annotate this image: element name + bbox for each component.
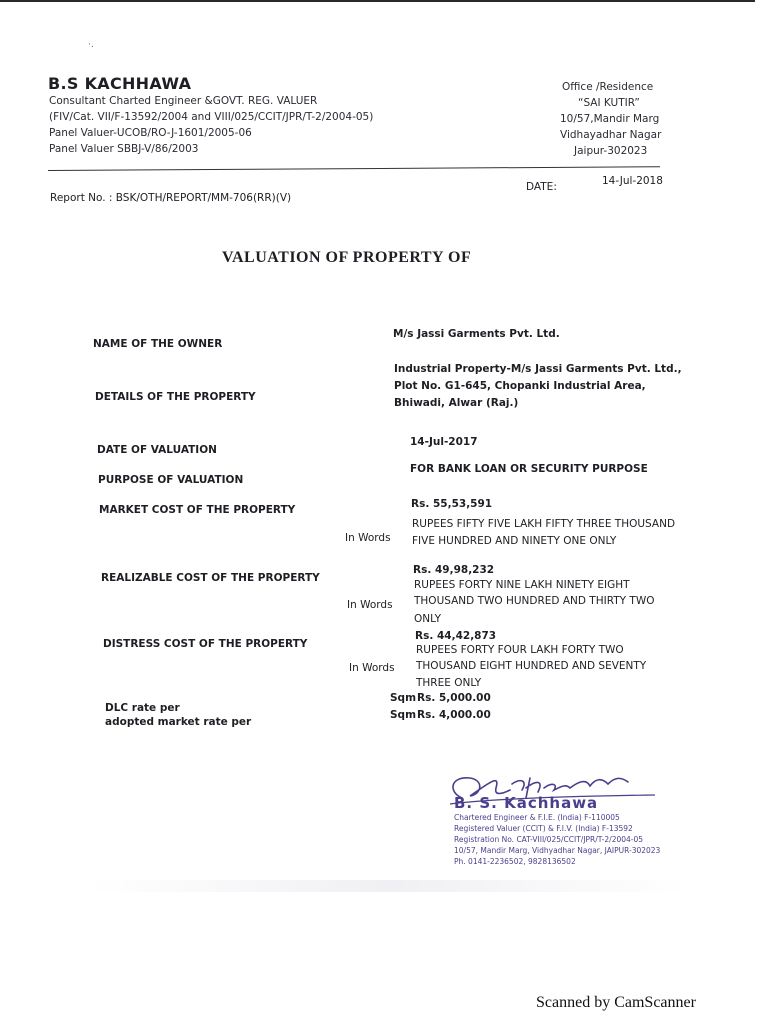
market-cost-label: MARKET COST OF THE PROPERTY: [99, 504, 296, 516]
stamp-name: B. S. Kachhawa: [454, 794, 599, 812]
market-cost-value: Rs. 55,53,591: [411, 498, 493, 510]
market-in-words-label: In Words: [345, 532, 391, 544]
owner-label: NAME OF THE OWNER: [93, 338, 223, 350]
document-title: VALUATION OF PROPERTY OF: [222, 249, 472, 266]
realizable-cost-value: Rs. 49,98,232: [413, 564, 495, 576]
distress-cost-label: DISTRESS COST OF THE PROPERTY: [103, 638, 308, 650]
date-label: DATE:: [526, 181, 557, 193]
adopted-rate-unit: Sqm: [390, 709, 417, 721]
office-street: 10/57,Mandir Marg: [560, 113, 660, 125]
distress-in-words-label: In Words: [349, 662, 395, 674]
details-line-2: Plot No. G1-645, Chopanki Industrial Area,: [394, 380, 646, 392]
details-line-3: Bhiwadi, Alwar (Raj.): [394, 397, 519, 409]
adopted-rate-label: adopted market rate per: [105, 716, 252, 728]
stamp-line-1: Chartered Engineer & F.I.E. (India) F-110005: [454, 813, 620, 822]
distress-words-line-1: RUPEES FORTY FOUR LAKH FORTY TWO: [416, 644, 624, 656]
realizable-words-line-3: ONLY: [414, 613, 441, 625]
valuer-name: B.S KACHHAWA: [48, 74, 192, 93]
dlc-rate-unit: Sqm: [390, 692, 417, 704]
panel-valuer-ucob: Panel Valuer-UCOB/RO-J-1601/2005-06: [49, 127, 252, 139]
details-line-1: Industrial Property-M/s Jassi Garments Pvt. Ltd.,: [394, 363, 682, 375]
office-city: Jaipur-302023: [574, 145, 648, 157]
office-area: Vidhayadhar Nagar: [560, 129, 662, 141]
signature-stamp: [440, 768, 680, 878]
realizable-words-line-2: THOUSAND TWO HUNDRED AND THIRTY TWO: [414, 595, 655, 607]
adopted-rate-value: Rs. 4,000.00: [417, 709, 491, 721]
office-name: “SAI KUTIR”: [578, 97, 640, 109]
market-words-line-1: RUPEES FIFTY FIVE LAKH FIFTY THREE THOUSAND: [412, 518, 676, 530]
scanner-watermark: Scanned by CamScanner: [536, 994, 696, 1011]
report-number: Report No. : BSK/OTH/REPORT/MM-706(RR)(V): [50, 192, 292, 204]
stamp-line-3: Registration No. CAT-VIII/025/CCIT/JPR/T-2/2004-05: [454, 835, 644, 844]
panel-valuer-sbbj: Panel Valuer SBBJ-V/86/2003: [49, 143, 199, 155]
valuer-qualification: Consultant Charted Engineer &GOVT. REG. VALUER: [49, 95, 318, 107]
purpose-label: PURPOSE OF VALUATION: [98, 474, 244, 486]
valuation-date-value: 14-Jul-2017: [410, 436, 478, 448]
stamp-line-4: 10/57, Mandir Marg, Vidhyadhar Nagar, JAIPUR-302023: [454, 846, 661, 855]
distress-words-line-2: THOUSAND EIGHT HUNDRED AND SEVENTY: [416, 660, 647, 672]
realizable-words-line-1: RUPEES FORTY NINE LAKH NINETY EIGHT: [414, 579, 630, 591]
dlc-rate-value: Rs. 5,000.00: [417, 692, 491, 704]
scan-smudge: [90, 880, 690, 892]
stamp-line-5: Ph. 0141-2236502, 9828136502: [454, 857, 576, 866]
stamp-line-2: Registered Valuer (CCIT) & F.I.V. (India) F-13592: [454, 824, 633, 833]
valuation-date-label: DATE OF VALUATION: [97, 444, 217, 456]
valuer-registration: (FIV/Cat. VII/F-13592/2004 and VIII/025/CCIT/JPR/T-2/2004-05): [49, 111, 374, 123]
date-value: 14-Jul-2018: [602, 175, 663, 187]
office-label: Office /Residence: [562, 81, 654, 93]
distress-cost-value: Rs. 44,42,873: [415, 630, 497, 642]
purpose-value: FOR BANK LOAN OR SECURITY PURPOSE: [410, 463, 648, 475]
header-divider: [48, 166, 660, 171]
scan-mark: ·.: [88, 40, 94, 50]
dlc-rate-label: DLC rate per: [105, 702, 180, 714]
market-words-line-2: FIVE HUNDRED AND NINETY ONE ONLY: [412, 535, 617, 547]
realizable-cost-label: REALIZABLE COST OF THE PROPERTY: [101, 572, 320, 584]
owner-value: M/s Jassi Garments Pvt. Ltd.: [393, 328, 560, 340]
details-label: DETAILS OF THE PROPERTY: [95, 391, 256, 403]
distress-words-line-3: THREE ONLY: [416, 677, 482, 689]
realizable-in-words-label: In Words: [347, 599, 393, 611]
top-scan-edge: [0, 0, 755, 2]
